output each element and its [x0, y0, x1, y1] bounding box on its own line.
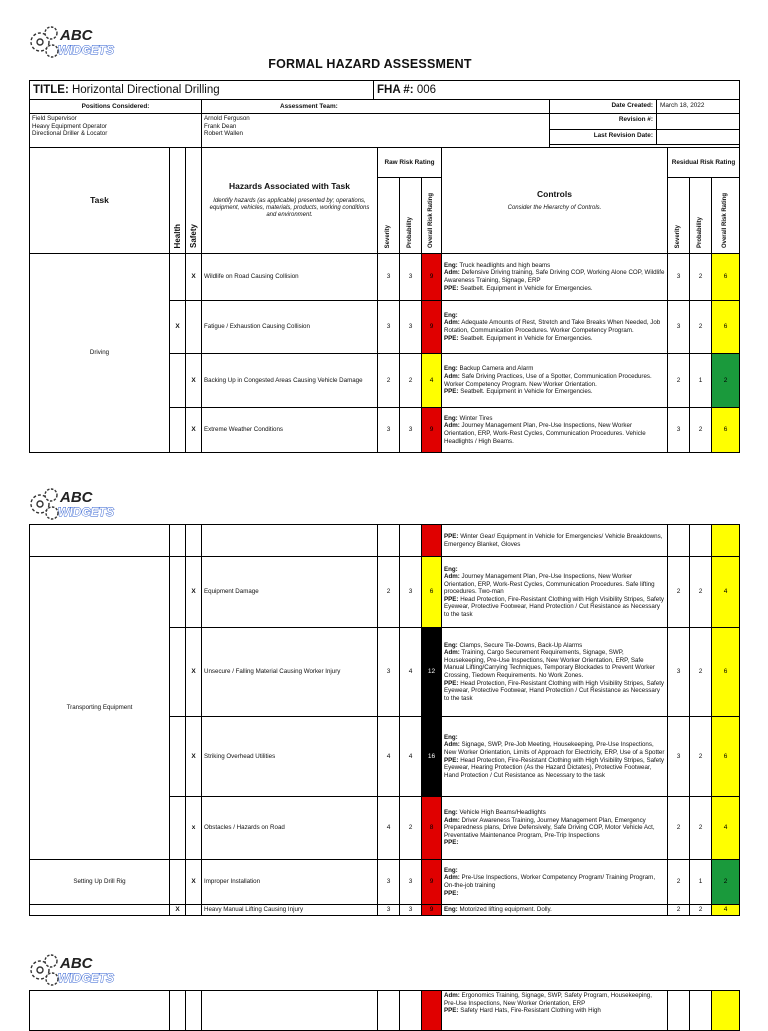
- controls-cell: [442, 628, 668, 717]
- severity-value: 3: [378, 408, 400, 453]
- ppe-label: PPE:: [444, 679, 459, 687]
- adm-text: Training, Cargo Securement Requirements, Signage, SWP, Housekeeping, Pre-Use Inspections, New Worker Orientation, ERP, Safe Manual Lifting/Carrying Techniques, Temporary Blockades to Prevent Worker Crossing, Tiedown Requirements. No Work Zones.: [444, 649, 655, 679]
- probability-value: 2: [400, 354, 422, 408]
- probability-value: 4: [400, 717, 422, 797]
- col-overall: Overall Risk Rating: [427, 193, 434, 249]
- probability-value: 3: [400, 860, 422, 905]
- adm-text: Journey Management Plan, Pre-Use Inspections, New Worker Orientation, ERP, Work-Rest Cycles, Communication Procedures. Safe lifting procedures. Two-man: [444, 573, 655, 596]
- adm-label: Adm:: [444, 269, 460, 277]
- hazard-text: Backing Up in Congested Areas Causing Vehicle Damage: [202, 354, 378, 408]
- ppe-label: PPE:: [444, 1007, 459, 1015]
- controls-cell: [442, 525, 668, 557]
- residual-probability: 2: [690, 301, 712, 354]
- health-mark: [170, 408, 186, 453]
- title-cell: [30, 81, 374, 100]
- health-mark: [170, 860, 186, 905]
- col-residual-severity: Severity: [674, 225, 681, 249]
- probability-value: 3: [400, 557, 422, 628]
- eng-label: Eng:: [444, 565, 458, 573]
- eng-label: Eng:: [444, 809, 458, 817]
- adm-text: Signage, SWP, Pre-Job Meeting, Housekeeping, Pre-Use Inspections, New Worker Orientation, Limits of Approach for Electricity, ERP, Use of a Spotter: [444, 741, 665, 756]
- safety-mark: X: [186, 717, 202, 797]
- probability-value: 3: [400, 408, 422, 453]
- eng-label: Eng:: [444, 311, 458, 319]
- residual-severity: 3: [668, 717, 690, 797]
- safety-mark: [186, 301, 202, 354]
- team-member: Robert Wallen: [204, 130, 243, 138]
- health-mark: [170, 557, 186, 628]
- residual-overall: [712, 525, 740, 557]
- safety-mark: X: [186, 408, 202, 453]
- controls-cell: [442, 354, 668, 408]
- residual-overall: 4: [712, 557, 740, 628]
- probability-value: 3: [400, 301, 422, 354]
- last-revision-value: [657, 130, 663, 144]
- ppe-text: Seatbelt. Equipment in Vehicle for Emergencies.: [460, 284, 593, 292]
- health-mark: [170, 717, 186, 797]
- position-item: Field Supervisor: [32, 115, 77, 123]
- hazard-table-page2: [29, 524, 740, 916]
- controls-cell: [442, 717, 668, 797]
- controls-cell: [442, 860, 668, 905]
- hazard-text: Unsecure / Falling Material Causing Worker Injury: [202, 628, 378, 717]
- position-item: Directional Driller & Locator: [32, 130, 108, 138]
- safety-mark: X: [186, 628, 202, 717]
- task-transporting: Transporting Equipment: [30, 557, 170, 860]
- severity-value: 4: [378, 797, 400, 860]
- col-task: Task: [30, 148, 170, 254]
- severity-value: 3: [378, 254, 400, 301]
- col-hazards: Hazards Associated with Task: [229, 181, 350, 192]
- task-driving: Driving: [30, 254, 170, 453]
- adm-label: Adm:: [444, 741, 460, 749]
- revision-value: [657, 114, 663, 129]
- health-mark: X: [170, 301, 186, 354]
- raw-risk-header: Raw Risk Rating: [378, 148, 442, 178]
- residual-overall: 4: [712, 905, 740, 916]
- gear-logo-icon: [28, 24, 124, 60]
- position-item: Heavy Equipment Operator: [32, 122, 107, 130]
- residual-probability: 1: [690, 354, 712, 408]
- residual-severity: 2: [668, 557, 690, 628]
- company-logo: [28, 952, 124, 988]
- safety-mark: X: [186, 354, 202, 408]
- safety-mark: X: [186, 254, 202, 301]
- ppe-label: PPE:: [444, 756, 459, 764]
- logo-line2: WIDGETS: [58, 505, 114, 519]
- team-label: Assessment Team:: [202, 100, 550, 114]
- table-row: [30, 860, 740, 905]
- title-label: TITLE:: [33, 84, 69, 96]
- adm-text: Adequate Amounts of Rest, Stretch and Take Breaks When Needed, Job Rotation, Communication Procedures. Worker Competency Program.: [444, 319, 661, 334]
- ppe-label: PPE:: [444, 334, 459, 342]
- adm-label: Adm:: [444, 992, 460, 999]
- col-severity: Severity: [384, 225, 391, 249]
- col-residual-overall: Overall Risk Rating: [721, 193, 728, 249]
- ppe-text: Seatbelt. Equipment in Vehicle for Emergencies.: [460, 388, 593, 396]
- gear-logo-icon: [28, 952, 124, 988]
- eng-label: Eng:: [444, 641, 458, 649]
- team-list: [202, 114, 550, 148]
- eng-label: Eng:: [444, 261, 458, 269]
- health-mark: [170, 354, 186, 408]
- overall-risk: 9: [422, 860, 442, 905]
- team-member: Arnold Ferguson: [204, 115, 250, 123]
- residual-severity: 2: [668, 860, 690, 905]
- positions-list: [30, 114, 202, 148]
- company-logo: [28, 24, 124, 60]
- positions-label: Positions Considered:: [30, 100, 202, 114]
- overall-risk: 8: [422, 797, 442, 860]
- ppe-text: Head Protection, Fire-Resistant Clothing with High Visibility Stripes, Safety Eyewear, Protective Footwear, Hand Protection / Cut Resistance as Necessary to the task: [444, 595, 665, 618]
- ppe-text: Winter Gear/ Equipment in Vehicle for Emergencies/ Vehicle Breakdowns, Emergency Blanket, Gloves: [444, 532, 663, 548]
- controls-cell: [442, 557, 668, 628]
- controls-note: Consider the Hierarchy of Controls.: [507, 205, 602, 212]
- adm-text: Defensive Driving training, Safe Driving COP, Working Alone COP, Wildlife Awareness Training, Signage, ERP: [444, 269, 665, 284]
- table-row: [30, 557, 740, 628]
- residual-overall: 6: [712, 408, 740, 453]
- eng-text: Truck headlights and high beams: [459, 261, 551, 269]
- residual-probability: 2: [690, 628, 712, 717]
- eng-text: Winter Tires: [459, 414, 493, 422]
- revision-label: Revision #:: [550, 114, 657, 129]
- table-row: [30, 525, 740, 557]
- ppe-text: Head Protection, Fire-Resistant Clothing with High Visibility Stripes, Safety Eyewear, Hearing Protection (As the Hazard Dictates), Protective Footwear, Hand Protection / Cut Resistance as Necessary to the task: [444, 756, 665, 779]
- probability-value: 3: [400, 905, 422, 916]
- overall-risk: 16: [422, 717, 442, 797]
- severity-value: 3: [378, 860, 400, 905]
- hazard-text: Equipment Damage: [202, 557, 378, 628]
- table-row: [30, 254, 740, 301]
- residual-severity: 2: [668, 905, 690, 916]
- overall-risk: 4: [422, 354, 442, 408]
- ppe-label: PPE:: [444, 532, 459, 540]
- eng-text: Vehicle High Beams/Headlights: [459, 809, 546, 817]
- col-residual-probability: Probability: [696, 217, 703, 249]
- eng-label: Eng:: [444, 733, 458, 741]
- title-value: Horizontal Directional Drilling: [71, 84, 220, 96]
- eng-label: Eng:: [444, 866, 458, 874]
- logo-line2: WIDGETS: [58, 971, 114, 985]
- residual-severity: 3: [668, 628, 690, 717]
- overall-risk: [422, 525, 442, 557]
- controls-cell: [442, 254, 668, 301]
- hazard-text: Obstacles / Hazards on Road: [202, 797, 378, 860]
- eng-text: Clamps, Secure Tie-Downs, Back-Up Alarms: [459, 641, 583, 649]
- date-created-label: Date Created:: [550, 100, 657, 113]
- safety-mark: [186, 905, 202, 916]
- col-controls: Controls: [537, 188, 572, 199]
- residual-severity: 2: [668, 797, 690, 860]
- residual-probability: 2: [690, 717, 712, 797]
- eng-label: Eng:: [444, 414, 458, 422]
- col-health: Health: [172, 223, 182, 249]
- eng-label: Eng:: [444, 906, 458, 914]
- task-setup: Setting Up Drill Rig: [30, 860, 170, 905]
- date-created-value: March 18, 2022: [660, 102, 705, 110]
- hazard-text: Fatigue / Exhaustion Causing Collision: [202, 301, 378, 354]
- eng-label: Eng:: [444, 365, 458, 373]
- adm-label: Adm:: [444, 649, 460, 657]
- probability-value: 4: [400, 628, 422, 717]
- residual-severity: 3: [668, 408, 690, 453]
- fha-label: FHA #:: [377, 84, 414, 96]
- adm-text: Safe Driving Practices, Use of a Spotter, Communication Procedures. Worker Competency Program. New Worker Orientation.: [444, 372, 652, 388]
- probability-value: 2: [400, 797, 422, 860]
- ppe-text: Safety Hard Hats, Fire-Resistant Clothing with High: [460, 1007, 601, 1015]
- fha-value: 006: [416, 84, 437, 96]
- controls-cell: [442, 905, 668, 916]
- company-logo: [28, 486, 124, 522]
- last-revision-label: Last Revision Date:: [550, 130, 657, 144]
- gear-logo-icon: [28, 486, 124, 522]
- adm-label: Adm:: [444, 573, 460, 581]
- overall-risk: 9: [422, 408, 442, 453]
- residual-overall: 6: [712, 628, 740, 717]
- hazard-text: Wildlife on Road Causing Collision: [202, 254, 378, 301]
- team-member: Frank Dean: [204, 122, 237, 130]
- residual-overall: 2: [712, 860, 740, 905]
- residual-overall: 4: [712, 797, 740, 860]
- adm-label: Adm:: [444, 422, 460, 430]
- severity-value: 3: [378, 301, 400, 354]
- controls-cell: [442, 797, 668, 860]
- overall-risk: 9: [422, 301, 442, 354]
- overall-risk: 9: [422, 254, 442, 301]
- adm-label: Adm:: [444, 372, 460, 380]
- severity-value: 4: [378, 717, 400, 797]
- residual-overall: 6: [712, 301, 740, 354]
- controls-cell: [442, 301, 668, 354]
- residual-risk-header: Residual Risk Rating: [668, 148, 740, 178]
- col-safety: Safety: [188, 224, 198, 249]
- residual-overall: [712, 991, 740, 1031]
- ppe-label: PPE:: [444, 284, 459, 292]
- safety-mark: x: [186, 797, 202, 860]
- col-probability: Probability: [406, 217, 413, 249]
- table-row: [30, 905, 740, 916]
- ppe-text: Seatbelt. Equipment in Vehicle for Emergencies.: [460, 334, 593, 342]
- severity-value: 2: [378, 354, 400, 408]
- overall-risk: 12: [422, 628, 442, 717]
- ppe-text: Head Protection, Fire-Resistant Clothing with High Visibility Stripes, Safety Eyewear, Protective Footwear, Hand Protection / Cut Resistance as Necessary to the task: [444, 679, 665, 702]
- health-mark: [170, 628, 186, 717]
- logo-line2: WIDGETS: [58, 43, 114, 57]
- hazard-text: Extreme Weather Conditions: [202, 408, 378, 453]
- ppe-label: PPE:: [444, 595, 459, 603]
- eng-text: Backup Camera and Alarm: [459, 365, 534, 373]
- probability-value: 3: [400, 254, 422, 301]
- adm-label: Adm:: [444, 319, 460, 327]
- residual-overall: 2: [712, 354, 740, 408]
- residual-severity: 2: [668, 354, 690, 408]
- hazard-table-page3: [29, 990, 740, 1031]
- adm-text: Driver Awareness Training, Journey Management Plan, Emergency Preparedness plans, Drive Defensively, Safe Driving COP, Motor Vehicle Act, Preventative Maintenance Program, Pre-Trip Inspections: [444, 816, 655, 839]
- adm-text: Ergonomics Training, Signage, SWP, Safety Program, Housekeeping, Pre-Use Inspections, New Worker Orientation, ERP: [444, 992, 652, 1007]
- hazard-text: Heavy Manual Lifting Causing Injury: [202, 905, 378, 916]
- ppe-label: PPE:: [444, 889, 459, 897]
- hazards-note: Identify hazards (as applicable) presented by; operations, equipment, vehicles, materials, products, working conditions and environment.: [209, 197, 370, 219]
- residual-overall: 6: [712, 717, 740, 797]
- severity-value: 3: [378, 905, 400, 916]
- adm-label: Adm:: [444, 816, 460, 824]
- adm-label: Adm:: [444, 874, 460, 882]
- overall-risk: 9: [422, 905, 442, 916]
- residual-probability: 2: [690, 905, 712, 916]
- residual-probability: 2: [690, 797, 712, 860]
- health-mark: [170, 797, 186, 860]
- residual-overall: 6: [712, 254, 740, 301]
- residual-probability: 2: [690, 254, 712, 301]
- adm-text: Pre-Use Inspections, Worker Competency Program/ Training Program, On-the-job training: [444, 874, 656, 889]
- severity-value: 3: [378, 628, 400, 717]
- severity-value: 2: [378, 557, 400, 628]
- controls-cell: [442, 991, 668, 1031]
- eng-text: Motorized lifting equipment. Dolly.: [459, 906, 552, 914]
- health-mark: [170, 254, 186, 301]
- residual-severity: 3: [668, 301, 690, 354]
- health-mark: X: [170, 905, 186, 916]
- page-title: FORMAL HAZARD ASSESSMENT: [268, 57, 472, 71]
- logo-line1: ABC: [60, 955, 93, 972]
- hazard-text: Improper Installation: [202, 860, 378, 905]
- header-table: [29, 80, 740, 148]
- logo-line1: ABC: [60, 27, 93, 44]
- ppe-label: PPE:: [444, 839, 459, 847]
- overall-risk: 6: [422, 557, 442, 628]
- hazard-text: Striking Overhead Utilities: [202, 717, 378, 797]
- fha-cell: [374, 81, 740, 100]
- residual-severity: 3: [668, 254, 690, 301]
- adm-text: Journey Management Plan, Pre-Use Inspections, New Worker Orientation, ERP, Work-Rest Cycles, Communication Procedures. Vehicle Headlights / High Beams.: [444, 422, 646, 445]
- residual-probability: 1: [690, 860, 712, 905]
- residual-probability: 2: [690, 557, 712, 628]
- safety-mark: X: [186, 860, 202, 905]
- logo-line1: ABC: [60, 489, 93, 506]
- residual-probability: 2: [690, 408, 712, 453]
- controls-cell: [442, 408, 668, 453]
- safety-mark: X: [186, 557, 202, 628]
- overall-risk: [422, 991, 442, 1031]
- ppe-label: PPE:: [444, 388, 459, 396]
- table-row: [30, 991, 740, 1031]
- hazard-table-page1: [29, 147, 740, 453]
